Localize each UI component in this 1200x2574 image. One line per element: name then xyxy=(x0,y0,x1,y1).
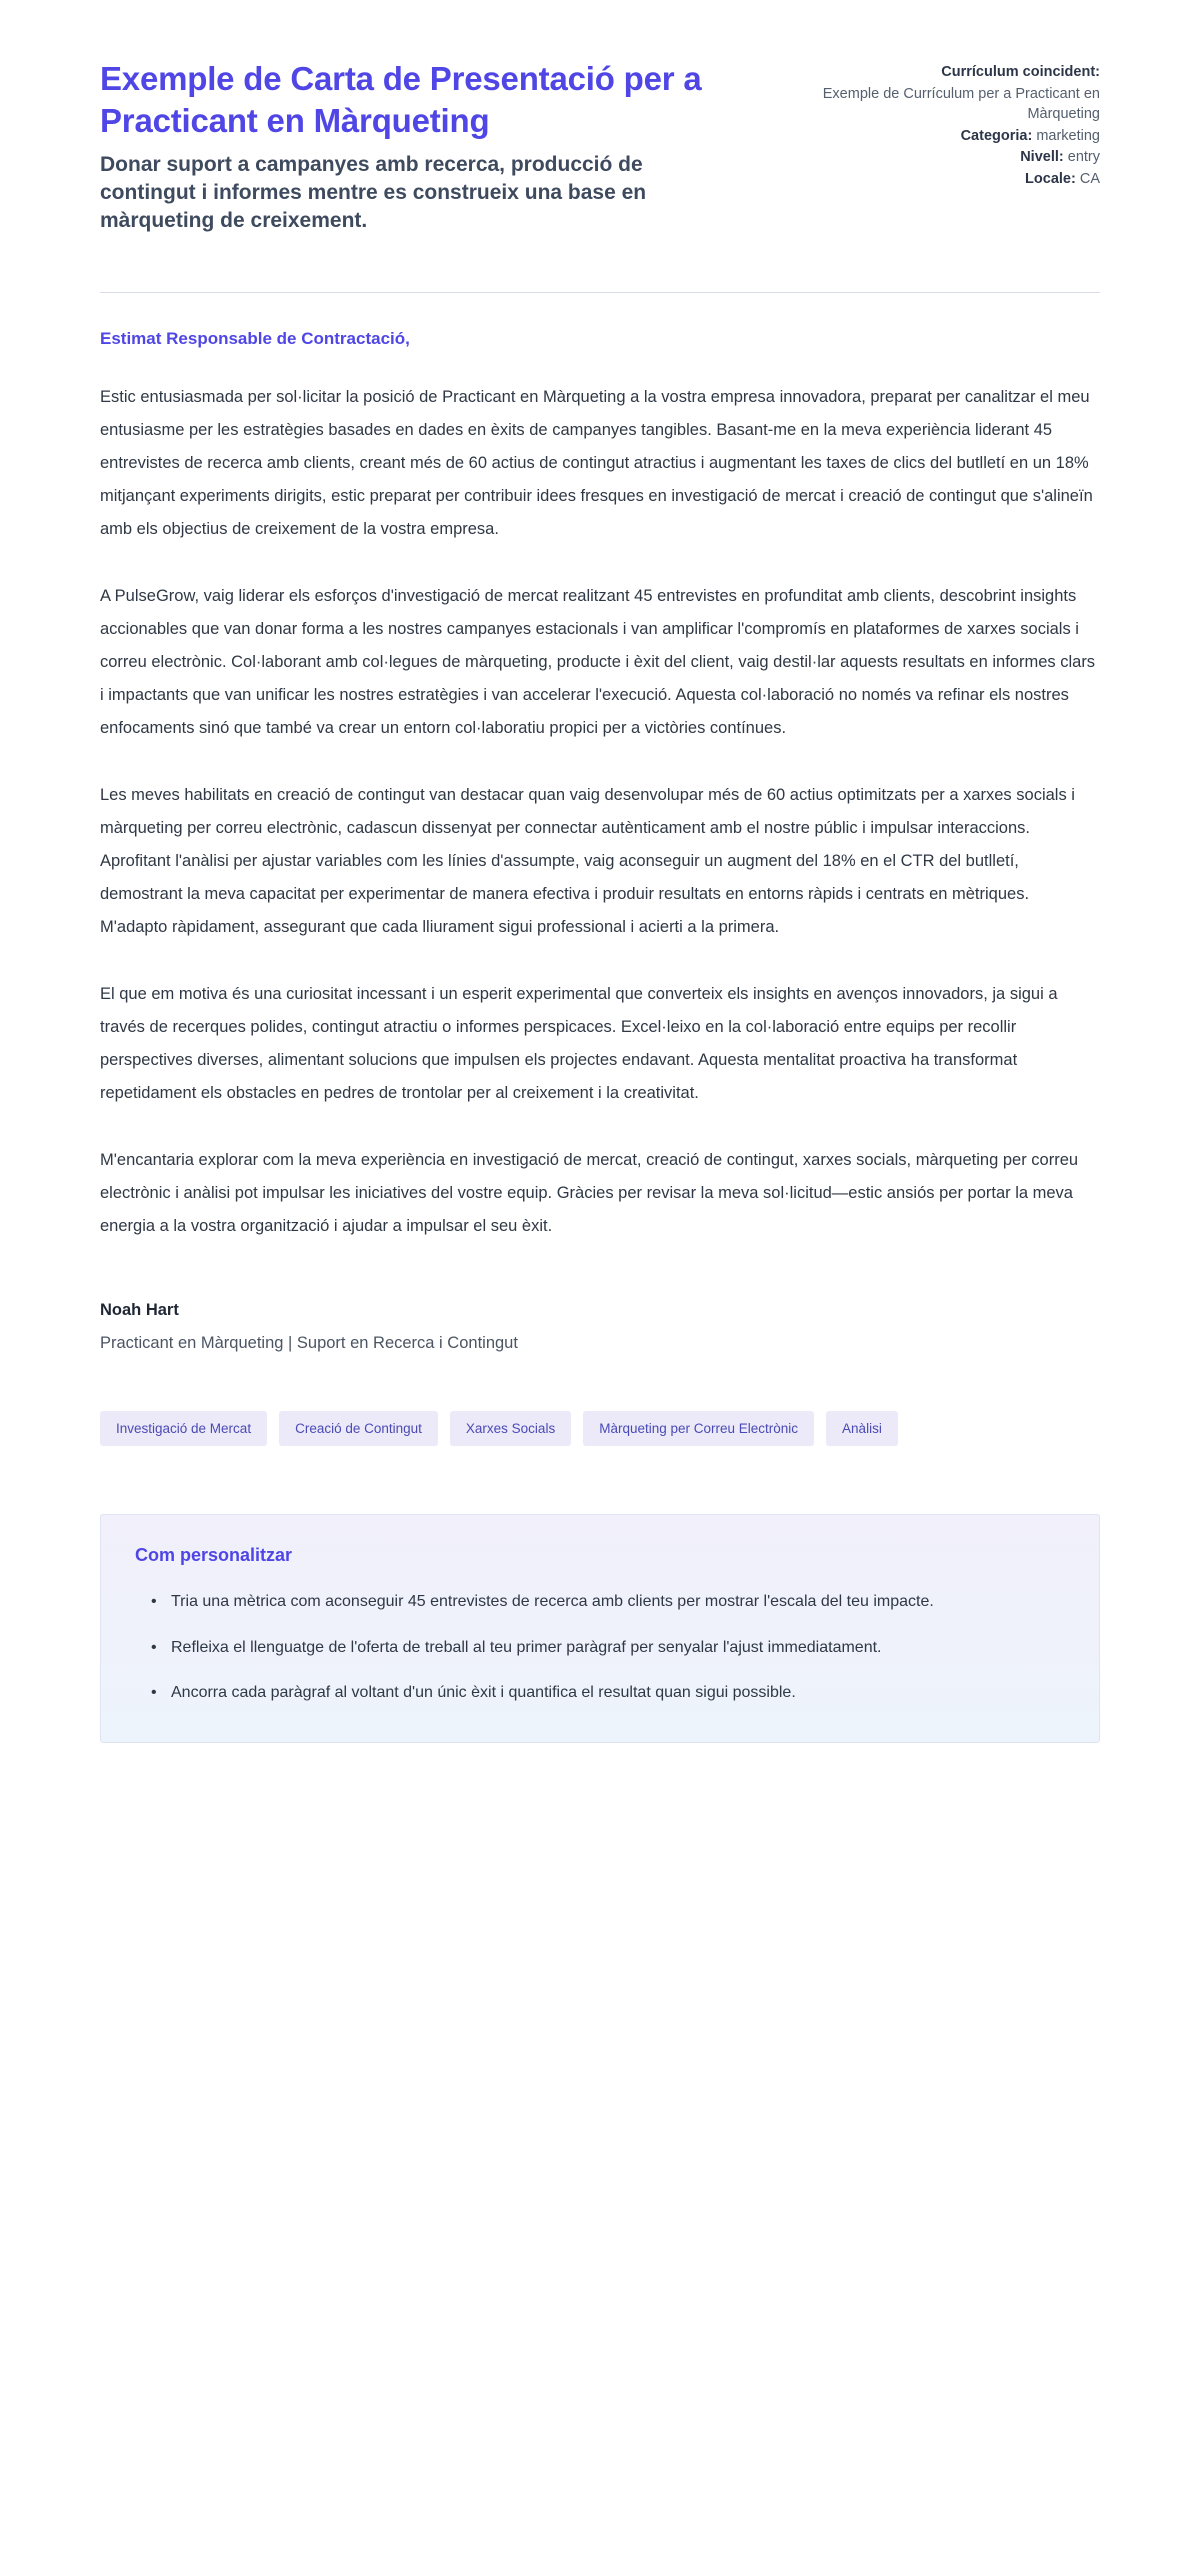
meta-matching-resume-label: Currículum coincident: xyxy=(941,64,1100,80)
skill-tag[interactable]: Anàlisi xyxy=(826,1411,898,1447)
meta-matching-resume xyxy=(800,62,1100,83)
skill-tag[interactable]: Xarxes Socials xyxy=(450,1411,571,1447)
meta-locale xyxy=(800,169,1100,190)
letter-signature xyxy=(100,1277,1100,1353)
page-header xyxy=(100,46,1100,235)
tips-list-item: • Ancorra cada paràgraf al voltant d'un únic èxit i quantifica el resultat quan sigui possible. xyxy=(157,1677,1065,1708)
letter-paragraph: El que em motiva és una curiositat incessant i un esperit experimental que converteix els insights en avenços innovadors, ja sigui a través de recerques polides, contingut atractiu o informes perspicaces. Excel·leixo en la col·laboració entre equips per recollir perspectives diverses, alimentant solucions que impulsen els projectes endavant. Aquesta mentalitat proactiva ha transformat repetidament els obstacles en pedres de trontolar per al creixement i la creativitat. xyxy=(100,984,1058,1102)
page-subtitle: Donar suport a campanyes amb recerca, producció de contingut i informes mentre es construeix una base en màrqueting de creixement. xyxy=(100,153,647,232)
meta-level xyxy=(800,147,1100,168)
letter-paragraph: M'encantaria explorar com la meva experiència en investigació de mercat, creació de contingut, xarxes socials, màrqueting per correu electrònic i anàlisi pot impulsar les iniciatives del vostre equip. Gràcies per revisar la meva sol·licitud—estic ansiós per portar la meva energia a la vostra organització i ajudar a impulsar el seu èxit. xyxy=(100,1150,1079,1235)
letter-paragraph: Les meves habilitats en creació de contingut van destacar quan vaig desenvolupar més de 60 actius optimitzats per a xarxes socials i màrqueting per correu electrònic, cadascun dissenyat per connectar autènticament amb el nostre públic i impulsar interaccions. Aprofitant l'anàlisi per ajustar variables com les línies d'assumpte, vaig aconseguir un augment del 18% en el CTR del butlletí, demostrant la meva capacitat per experimentar de manera efectiva i produir resultats en entorns ràpids i centrats en mètriques. M'adapto ràpidament, assegurant que cada lliurament sigui professional i acierti a la primera. xyxy=(100,785,1075,936)
skill-tag-list xyxy=(100,1411,1100,1447)
meta-locale-label: Locale: xyxy=(1025,170,1076,187)
meta-locale-value: CA xyxy=(1079,170,1100,187)
letter-salutation: Estimat Responsable de Contractació, xyxy=(100,328,410,348)
tips-list-item: • Tria una mètrica com aconseguir 45 entrevistes de recerca amb clients per mostrar l'escala del teu impacte. xyxy=(157,1586,1065,1617)
letter-paragraph: A PulseGrow, vaig liderar els esforços d'investigació de mercat realitzant 45 entrevistes en profunditat amb clients, descobrint insights accionables que van donar forma a les nostres campanyes estacionals i van amplificar l'compromís en plataformes de xarxes socials i correu electrònic. Col·laborant amb col·legues de màrqueting, producte i èxit del client, vaig destil·lar aquests resultats en informes clars i impactants que van unificar les nostres estratègies i van accelerar l'execució. Aquesta col·laboració no només va refinar els nostres enfocaments sinó que també va crear un entorn col·laboratiu propici per a victòries contínues. xyxy=(100,586,1096,737)
cover-letter-body xyxy=(100,293,1100,1243)
meta-matching-resume-value-row xyxy=(800,84,1100,125)
skill-tag[interactable]: Màrqueting per Correu Electrònic xyxy=(583,1411,814,1447)
meta-level-label: Nivell: xyxy=(1020,149,1064,166)
header-title-block xyxy=(100,46,760,235)
tips-list-item: • Refleixa el llenguatge de l'oferta de treball al teu primer paràgraf per senyalar l'ajust immediatament. xyxy=(157,1632,1065,1663)
metadata-panel xyxy=(800,46,1100,189)
skill-tag[interactable]: Investigació de Mercat xyxy=(100,1411,267,1447)
page-title: Exemple de Carta de Presentació per a Practicant en Màrqueting xyxy=(100,60,702,139)
skill-tag[interactable]: Creació de Contingut xyxy=(279,1411,438,1447)
meta-matching-resume-value: Exemple de Currículum per a Practicant en Màrqueting xyxy=(822,85,1100,123)
customization-tips-box xyxy=(100,1514,1100,1743)
meta-category-label: Categoria: xyxy=(960,127,1033,144)
meta-category xyxy=(800,126,1100,147)
signature-role: Practicant en Màrqueting | Suport en Recerca i Contingut xyxy=(100,1333,518,1352)
meta-level-value: entry xyxy=(1067,149,1100,166)
letter-paragraph: Estic entusiasmada per sol·licitar la posició de Practicant en Màrqueting a la vostra empresa innovadora, preparat per canalitzar el meu entusiasme per les estratègies basades en dades en èxits de campanyes tangibles. Basant-me en la meva experiència liderant 45 entrevistes de recerca amb clients, creant més de 60 actius de contingut atractius i augmentant les taxes de clics del butlletí en un 18% mitjançant experiments dirigits, estic preparat per contribuir idees fresques en investigació de mercat i creació de contingut que s'alineïn amb els objectius de creixement de la vostra empresa. xyxy=(100,387,1093,538)
tips-list xyxy=(135,1586,1065,1708)
signature-name: Noah Hart xyxy=(100,1300,179,1319)
meta-category-value: marketing xyxy=(1036,127,1100,144)
tips-title: Com personalitzar xyxy=(135,1545,293,1566)
